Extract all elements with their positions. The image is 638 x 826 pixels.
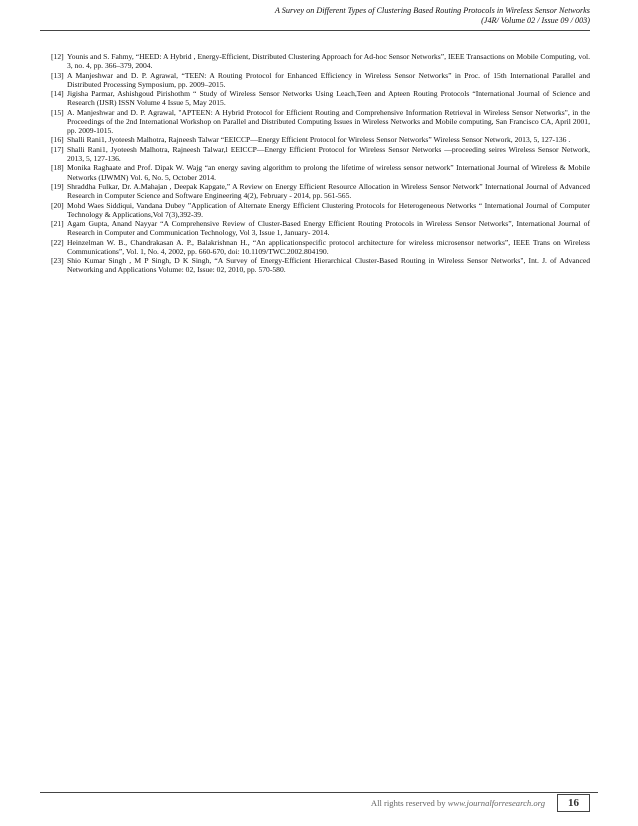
reference-text: Monika Raghaate and Prof. Dipak W. Wajg “an energy saving algorithm to prolong the lifetime of wireless sensor network” International Journal of Wireless & Mobile Networks (IJWMN) Vol. 6, No. 5, October 2014. — [67, 163, 590, 182]
reference-text: Agam Gupta, Anand Nayyar “A Comprehensive Review of Cluster-Based Energy Efficient Routing Protocols in Wireless Sensor Networks”, International Journal of Research in Computer and Communication Technology, Vol 3, Issue 1, January- 2014. — [67, 219, 590, 238]
reference-text: Shalli Rani1, Jyoteesh Malhotra, Rajneesh Talwar,l EEICCP—Energy Efficient Protocol for Wireless Sensor Networks ―proceeding seires Wireless Sensor Network, 2013, 5, 127-136. — [67, 144, 590, 163]
reference-number: [17] — [51, 144, 64, 154]
reference-item — [51, 201, 590, 219]
page-number: 16 — [557, 794, 590, 812]
reference-text: A Manjeshwar and D. P. Agrawal, “TEEN: A Routing Protocol for Enhanced Efficiency in Wireless Sensor Networks” in Proc. of 15th International Parallel and Distributed Processing Symposium, pp. 2009–2015. — [67, 70, 590, 89]
reference-text: Shraddha Fulkar, Dr. A.Mahajan , Deepak Kapgate,” A Review on Energy Efficient Resource Allocation in Wireless Sensor Network” International Journal of Advanced Research in Computer Science and Software Engineering 4(2), February - 2014, pp. 561-565. — [67, 182, 590, 201]
reference-item — [51, 52, 590, 70]
reference-item — [51, 182, 590, 200]
reference-text: Shio Kumar Singh , M P Singh, D K Singh, “A Survey of Energy-Efficient Hierarchical Cluster-Based Routing in Wireless Sensor Networks", Int. J. of Advanced Networking and Applications Volume: 02, Issue: 02, 2010, pp. 570-580. — [67, 256, 590, 275]
reference-number: [23] — [51, 256, 64, 266]
reference-text: Shalli Rani1, Jyoteesh Malhotra, Rajneesh Talwar “EEICCP—Energy Efficient Protocol for Wireless Sensor Networks” Wireless Sensor Network, 2013, 5, 127-136 . — [67, 135, 571, 145]
reference-number: [16] — [51, 135, 64, 145]
page-footer — [371, 794, 590, 812]
reference-list — [51, 52, 590, 275]
reference-item — [51, 135, 590, 144]
reference-item — [51, 145, 590, 163]
copyright-notice — [371, 798, 545, 808]
reference-text: A. Manjeshwar and D. P. Agrawal, "APTEEN: A Hybrid Protocol for Efficient Routing and Comprehensive Information Retrieval in Wireless Sensor Networks", in the Proceedings of the 2nd International Workshop on Parallel and Distributed Computing Issues in Wireless Networks and Mobile computing, San Francisco CA, April 2001, pp. 2009-1015. — [67, 107, 590, 135]
reference-number: [14] — [51, 89, 64, 99]
reference-text: Jigisha Parmar, Ashishgoud Pirishothm “ Study of Wireless Sensor Networks Using Leach,Teen and Apteen Routing Protocols “International Journal of Science and Research (IJSR) ISSN Volume 4 Issue 5, May 2015. — [67, 89, 590, 108]
reference-item — [51, 89, 590, 107]
reference-number: [21] — [51, 219, 64, 229]
reference-number: [13] — [51, 70, 64, 80]
reference-item — [51, 108, 590, 135]
header-title: A Survey on Different Types of Clustering Based Routing Protocols in Wireless Sensor Networks — [274, 6, 590, 15]
reference-text: Mohd Waes Siddiqui, Vandana Dubey ”Application of Alternate Energy Efficient Clustering Protocols for Heterogeneous Networks “ International Journal of Computer Technology & Applications,Vol 7(3),392-39. — [67, 200, 590, 219]
reference-text: Younis and S. Fahmy, “HEED: A Hybrid , Energy-Efficient, Distributed Clustering Approach for Ad-hoc Sensor Networks”, IEEE Transactions on Mobile Computing, vol. 3, no. 4, pp. 366–379, 2004. — [67, 52, 590, 71]
reference-number: [18] — [51, 163, 64, 173]
reference-text: Heinzelman W. B., Chandrakasan A. P., Balakrishnan H., “An applicationspecific protocol architecture for wireless microsensor networks”, IEEE Trans on Wireless Communications”, Vol. 1, No. 4, 2002, pp. 660-670, doi: 10.1109/TWC.2002.804190. — [67, 237, 590, 256]
reference-item — [51, 71, 590, 89]
header-issue: (J4R/ Volume 02 / Issue 09 / 003) — [481, 16, 590, 25]
footer-divider — [40, 792, 598, 793]
reference-number: [15] — [51, 107, 64, 117]
reference-item — [51, 238, 590, 256]
reference-number: [19] — [51, 182, 64, 192]
reference-item — [51, 256, 590, 274]
reference-item — [51, 219, 590, 237]
journal-link[interactable]: www.journalforresearch.org — [447, 798, 545, 808]
reference-item — [51, 163, 590, 181]
running-header — [40, 6, 590, 31]
reference-number: [20] — [51, 200, 64, 210]
reference-number: [22] — [51, 237, 64, 247]
rights-text: All rights reserved by — [370, 798, 448, 808]
reference-number: [12] — [51, 52, 64, 61]
